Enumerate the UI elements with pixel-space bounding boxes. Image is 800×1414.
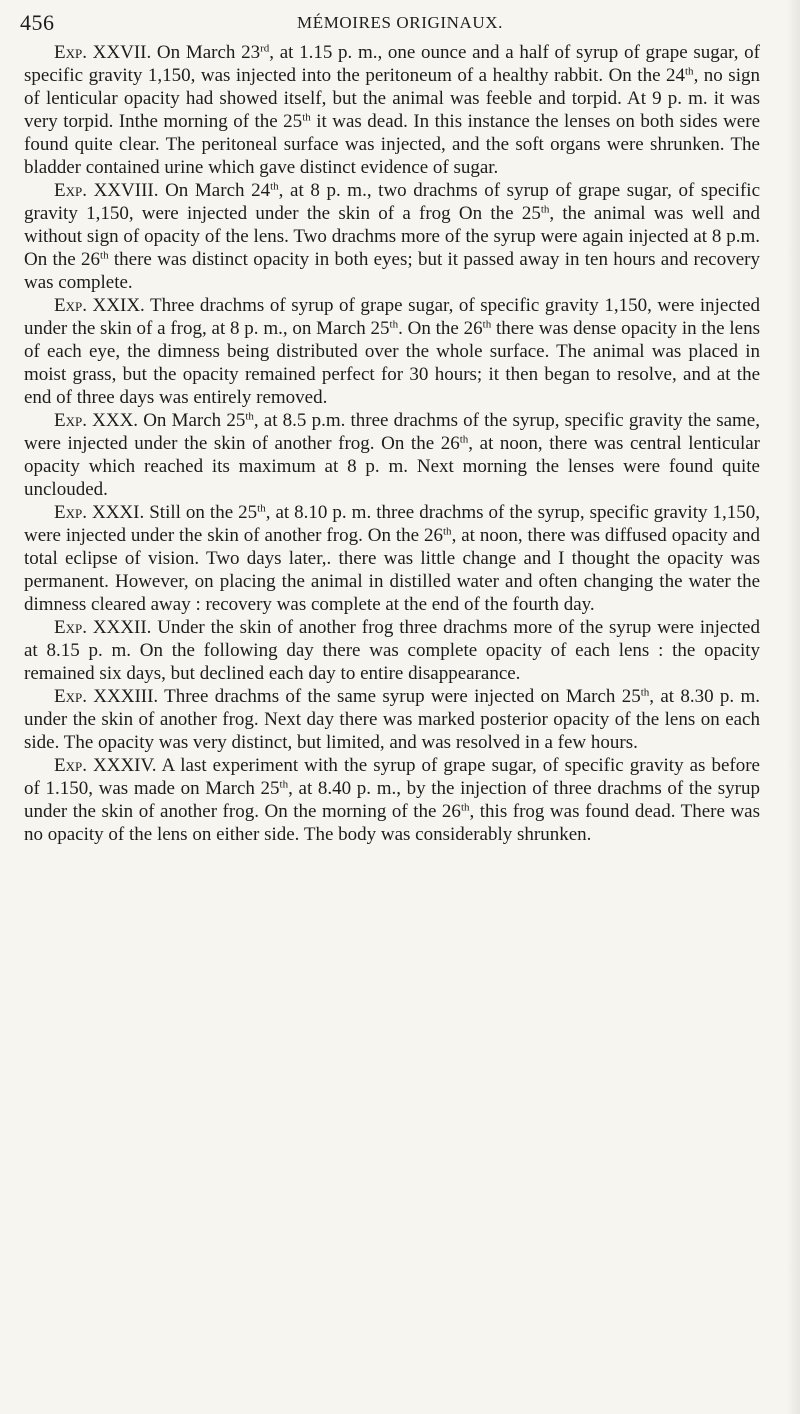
ordinal-suffix: th bbox=[270, 180, 279, 193]
experiment-paragraph bbox=[24, 41, 760, 179]
experiment-label: Exp. XXXIV. bbox=[54, 755, 157, 776]
experiment-paragraph bbox=[24, 685, 760, 754]
ordinal-suffix: th bbox=[640, 686, 650, 699]
experiment-label: Exp. XXXI. bbox=[54, 502, 145, 523]
paragraph-text: , at 8.10 p. m. three drachms of the syrup, specific gravity 1,150, were injected under the skin of another frog. On the 26 bbox=[24, 502, 760, 546]
experiment-label: Exp. XXXII. bbox=[54, 617, 152, 638]
paragraph-text: there was dense opacity in the lens of each eye, the dimness being distributed over the whole surface. The animal was placed in moist grass, but the opacity remained perfect for 30 hours; it then began to resolve, and at the end of three days was entirely removed. bbox=[24, 318, 761, 408]
experiment-paragraph bbox=[24, 616, 760, 685]
ordinal-suffix: th bbox=[302, 111, 311, 124]
ordinal-suffix: th bbox=[100, 249, 109, 262]
experiment-paragraph bbox=[24, 294, 760, 409]
experiment-paragraph bbox=[24, 409, 760, 501]
paragraph-text: , at noon, there was central lenticular opacity which reached its maximum at 8 p. m. Next morning the lenses were found quite unclouded. bbox=[24, 433, 760, 500]
body-text bbox=[24, 41, 760, 846]
paragraph-text: , at 8 p. m., two drachms of syrup of grape sugar, of specific gravity 1,150, were injected under the skin of a frog On the 25 bbox=[24, 180, 760, 224]
ordinal-suffix: th bbox=[245, 410, 254, 423]
page-number: 456 bbox=[20, 10, 55, 35]
paragraph-text: A last experiment with the syrup of grape sugar, of specific gravity as before of 1.150, was made on March 25 bbox=[24, 755, 760, 799]
ordinal-suffix: th bbox=[460, 801, 470, 814]
paragraph-text: , at noon, there was diffused opacity and total eclipse of vision. Two days later,. there was little change and I thought the opacity was permanent. However, on placing the animal in distilled water and often changing the water the dimness cleared away : recovery was complete at the end of the fourth day. bbox=[24, 525, 760, 615]
paragraph-text: , the animal was well and without sign of opacity of the lens. Two drachms more of the syrup were again injected at 8 p.m. On the 26 bbox=[24, 203, 760, 270]
paragraph-text: On March 23 bbox=[151, 42, 261, 63]
ordinal-suffix: th bbox=[389, 318, 399, 331]
paragraph-text: . On the 26 bbox=[398, 318, 483, 339]
paragraph-text: , this frog was found dead. There was no opacity of the lens on either side. The body was considerably shrunken. bbox=[24, 801, 760, 845]
ordinal-suffix: th bbox=[540, 203, 550, 216]
paragraph-text: Three drachms of the same syrup were injected on March 25 bbox=[158, 686, 641, 707]
paragraph-text: there was distinct opacity in both eyes; but it passed away in ten hours and recovery was complete. bbox=[24, 249, 760, 293]
paragraph-text: , at 8.40 p. m., by the injection of three drachms of the syrup under the skin of another frog. On the morning of the 26 bbox=[24, 778, 760, 822]
paragraph-text: Still on the 25 bbox=[144, 502, 258, 523]
paragraph-text: , at 1.15 p. m., one ounce and a half of syrup of grape sugar, of specific gravity 1,150, was injected into the peritoneum of a healthy rabbit. On the 24 bbox=[24, 42, 760, 86]
paragraph-text: , at 8.30 p. m. under the skin of another frog. Next day there was marked posterior opacity of the lens on each side. The opacity was very distinct, but limited, and was resolved in a few hours. bbox=[24, 686, 760, 753]
page-edge-shadow bbox=[786, 0, 800, 1414]
ordinal-suffix: th bbox=[685, 65, 694, 78]
paragraph-text: , no sign of lenticular opacity had showed itself, but the animal was feeble and torpid. At 9 p. m. it was very torpid. Inthe morning of the 25 bbox=[24, 65, 760, 132]
experiment-label: Exp. XXVII. bbox=[54, 42, 152, 63]
paragraph-text: it was dead. In this instance the lenses on both sides were found quite clear. The peritoneal surface was injected, and the soft organs were shrunken. The bladder contained urine which gave distinct evidence of sugar. bbox=[24, 111, 760, 178]
experiment-label: Exp. XXX. bbox=[54, 410, 139, 431]
paragraph-text: Under the skin of another frog three drachms more of the syrup were injected at 8.15 p. m. On the following day there was complete opacity of each lens : the opacity remained six days, but declined each day to entire disappearance. bbox=[24, 617, 760, 684]
ordinal-suffix: rd bbox=[260, 42, 270, 55]
running-title: MÉMOIRES ORIGINAUX. bbox=[297, 13, 503, 32]
experiment-paragraph bbox=[24, 754, 760, 846]
ordinal-suffix: th bbox=[257, 502, 266, 515]
ordinal-suffix: th bbox=[459, 433, 469, 446]
paragraph-text: On March 24 bbox=[158, 180, 271, 201]
paragraph-text: Three drachms of syrup of grape sugar, of specific gravity 1,150, were injected under the skin of a frog, at 8 p. m., on March 25 bbox=[24, 295, 761, 339]
experiment-paragraph bbox=[24, 179, 760, 294]
page-header bbox=[20, 6, 780, 40]
experiment-paragraph bbox=[24, 501, 760, 616]
experiment-label: Exp. XXXIII. bbox=[54, 686, 159, 707]
experiment-label: Exp. XXIX. bbox=[54, 295, 145, 316]
ordinal-suffix: th bbox=[279, 778, 289, 791]
experiment-label: Exp. XXVIII. bbox=[54, 180, 159, 201]
ordinal-suffix: th bbox=[443, 525, 452, 538]
paragraph-text: , at 8.5 p.m. three drachms of the syrup, specific gravity the same, were injected under the skin of another frog. On the 26 bbox=[24, 410, 760, 454]
paragraph-text: On March 25 bbox=[138, 410, 246, 431]
ordinal-suffix: th bbox=[482, 318, 492, 331]
